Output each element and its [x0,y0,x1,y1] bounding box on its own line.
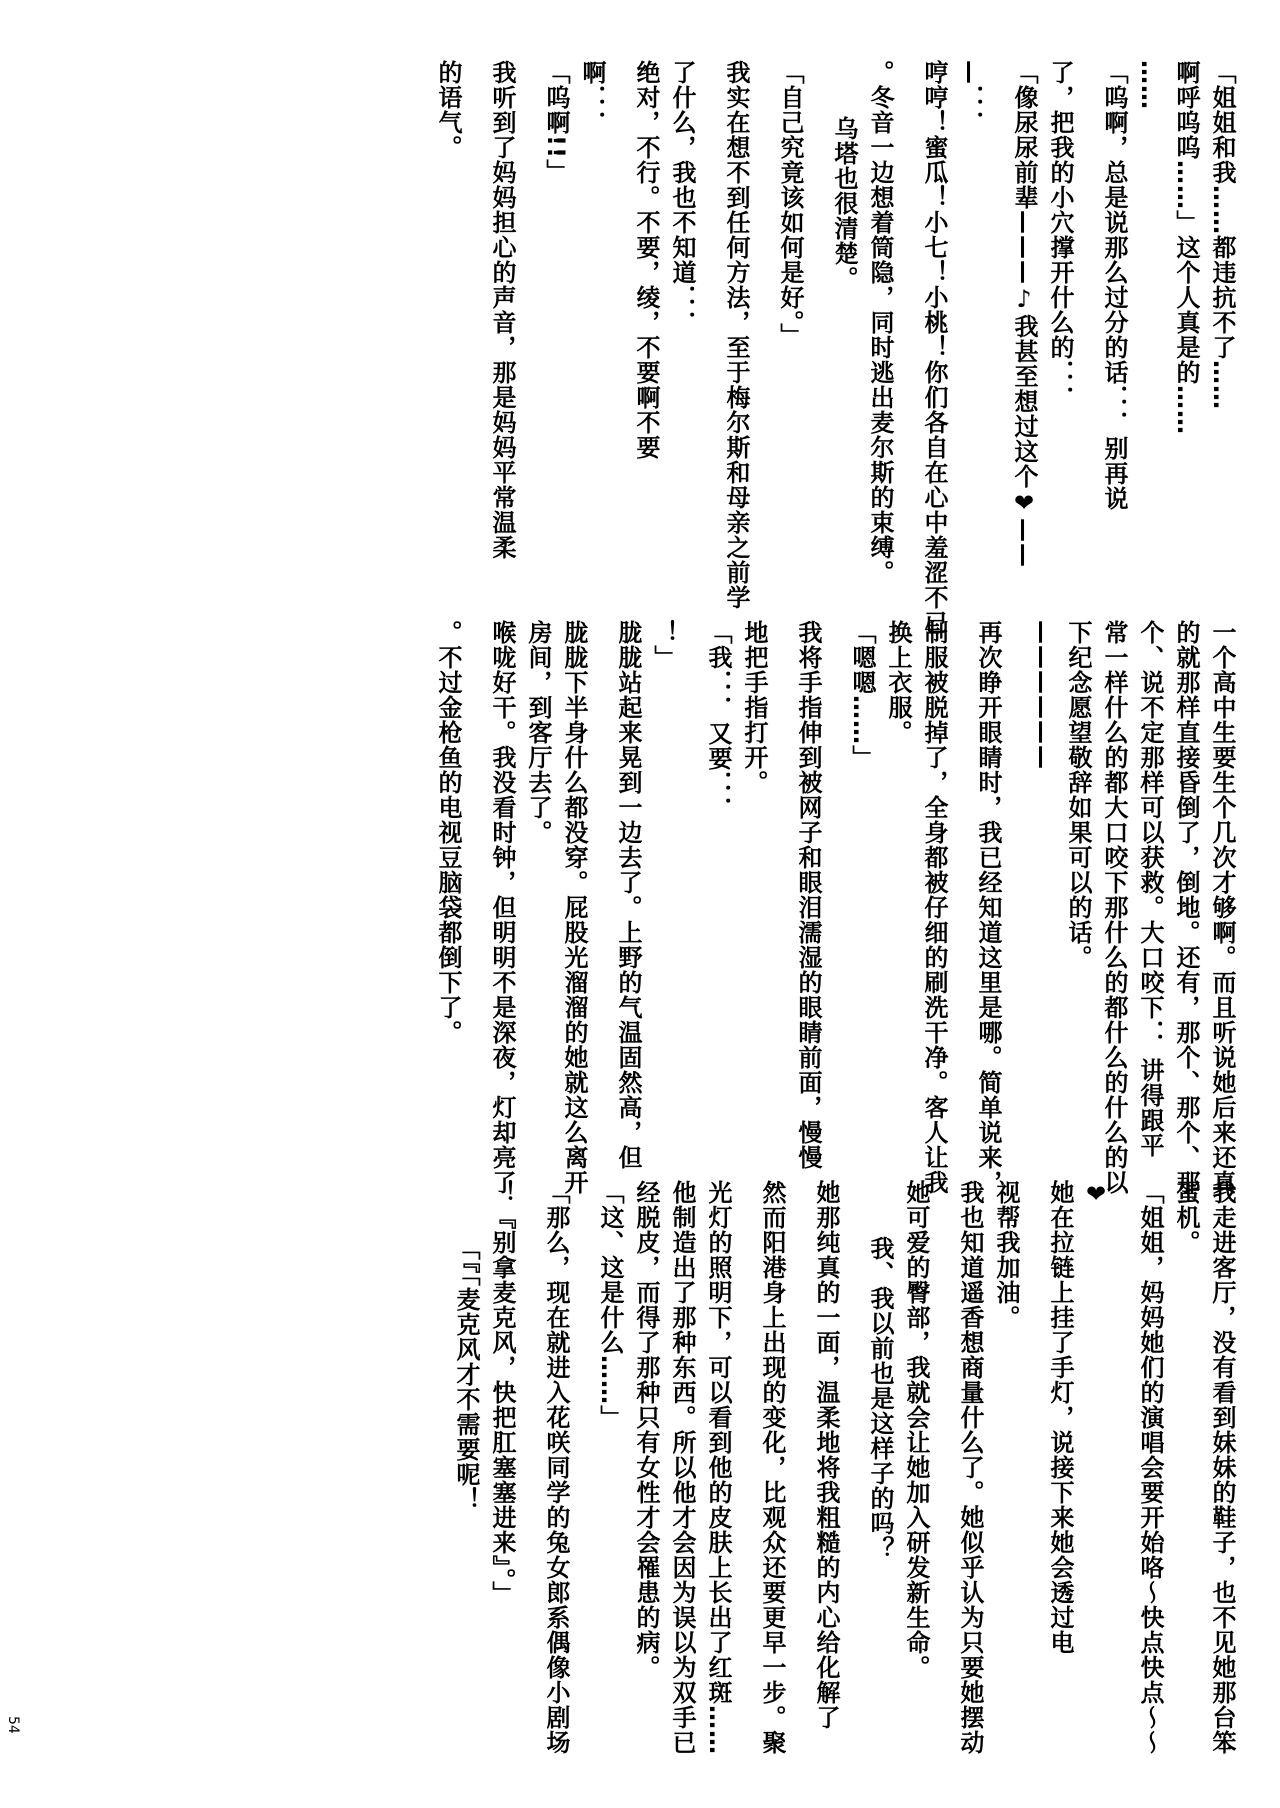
text-column: 「姐姐，妈妈她们的演唱会要开始咯～快点快点～～ [1136,1180,1164,1755]
text-column: 我、我以前也是这样子的吗？ [866,1236,894,1561]
text-column: 乌塔也很清楚。 [830,116,858,291]
text-column: 胧胧站起来晃到一边去了。上野的气温固然高，但 [614,620,642,1170]
text-column: 「嗯嗯……」 [848,620,876,770]
text-column: 胧胧下半身什么都没穿。屁股光溜溜的她就这么离开 [560,620,588,1195]
text-column: 他制造出了那种东西。所以他才会因为误以为双手已 [668,1180,696,1755]
text-column: 制服被脱掉了，全身都被仔细的刷洗干净。客人让我 [920,620,948,1195]
text-tier-bottom [130,1180,1240,1780]
text-column: 「呜啊!!」 [542,60,570,184]
text-tier-middle [130,620,1240,1195]
text-column: 。冬音一边想着筒隐，同时逃出麦尔斯的束缚。 [866,60,894,585]
text-column: 个、说不定那样可以获救。大口咬下．．讲得跟平 [1136,620,1164,1158]
text-column: 她那纯真的一面，温柔地将我粗糙的内心给化解了 [812,1180,840,1730]
text-column: ❤ [1082,1180,1110,1209]
text-column: 经脱皮，而得了那种只有女性才会罹患的病。 [632,1180,660,1680]
text-column: ！『别拿麦克风，快把肛塞塞进来』。」 [488,1180,516,1606]
text-column: 我听到了妈妈担心的声音，那是妈妈平常温柔 [488,60,516,560]
text-column: 换上衣服。 [884,620,912,745]
text-column: 「呜啊，总是说那么过分的话．．．别再说 [1100,60,1128,511]
text-column: 「我．．．又要．．． [704,620,732,822]
text-column: 「像尿尿前辈———♪我甚至想过这个❤—— [1010,60,1038,568]
text-column: —．．． [956,60,984,136]
text-column: 一个高中生要生个几次才够啊。而且听说她后来还真 [1208,620,1236,1195]
text-column: 视帮我加油。 [992,1180,1020,1330]
text-column: 我实在想不到任何方法，至于梅尔斯和母亲之前学 [722,60,750,610]
text-column: 她在拉链上挂了手灯，说接下来她会透过电 [1046,1180,1074,1655]
text-column: 。不过金枪鱼的电视豆脑袋都倒下了。 [434,620,462,1045]
text-column: 啊．．． [578,60,606,136]
text-column: 哼哼！蜜瓜！小七！小桃！你们各自在心中羞涩不已 [920,60,948,635]
text-column: 再次睁开眼睛时，我已经知道这里是哪。简单说来， [974,620,1002,1195]
text-column: 喉咙好干。我没看时钟，但明明不是深夜，灯却亮了 [488,620,516,1195]
text-column: 「『「麦克风才不需要呢！ [452,1236,480,1512]
text-column: 常一样什么的都大口咬下那什么的都什么的什么的以 [1100,620,1128,1195]
text-column: 我走进客厅，没有看到妹妹的鞋子，也不见她那台笨 [1208,1180,1236,1755]
text-column: ！」 [650,620,678,670]
text-column: 「这、这是什么……」 [596,1180,624,1430]
text-column: 蛋机。 [1172,1180,1200,1255]
text-tier-top [130,60,1240,635]
text-column: 下纪念愿望敬辞如果可以的话。 [1064,620,1092,970]
page-number: 54 [5,1716,21,1734]
text-column: 「自己究竟该如何是好。」 [776,60,804,348]
text-column: 了什么，我也不知道．．． [668,60,696,336]
text-column: 房间，到客厅去了。 [524,620,552,845]
text-column: 「姐姐和我……都违抗不了…… [1208,60,1236,410]
text-column: 我将手指伸到被网子和眼泪濡湿的眼睛前面，慢慢 [794,620,822,1170]
text-column: 的就那样直接昏倒了，倒地。还有，那个、那个、那 [1172,620,1200,1195]
text-column: 了，把我的小穴撑开什么的．．． [1046,60,1074,411]
text-column: —————— [1028,620,1056,770]
text-column: 的语气。 [434,60,462,160]
text-column: 绝对，不行。不要，绫，不要啊不要 [632,60,660,460]
text-column: 光灯的照明下，可以看到他的皮肤上长出了红斑…… [704,1180,732,1755]
text-column: 地把手指打开。 [740,620,768,795]
text-column: …… [1136,60,1164,110]
text-column: 「那么，现在就进入花咲同学的兔女郎系偶像小剧场 [542,1180,570,1755]
text-column: 她可爱的臀部，我就会让她加入研发新生命。 [902,1180,930,1680]
text-column: 啊呼呜呜……」这个人真是的…… [1172,60,1200,435]
text-column: 然而阳港身上出现的变化，比观众还要更早一步。聚 [758,1180,786,1755]
text-column: 我也知道遥香想商量什么了。她似乎认为只要她摆动 [956,1180,984,1755]
